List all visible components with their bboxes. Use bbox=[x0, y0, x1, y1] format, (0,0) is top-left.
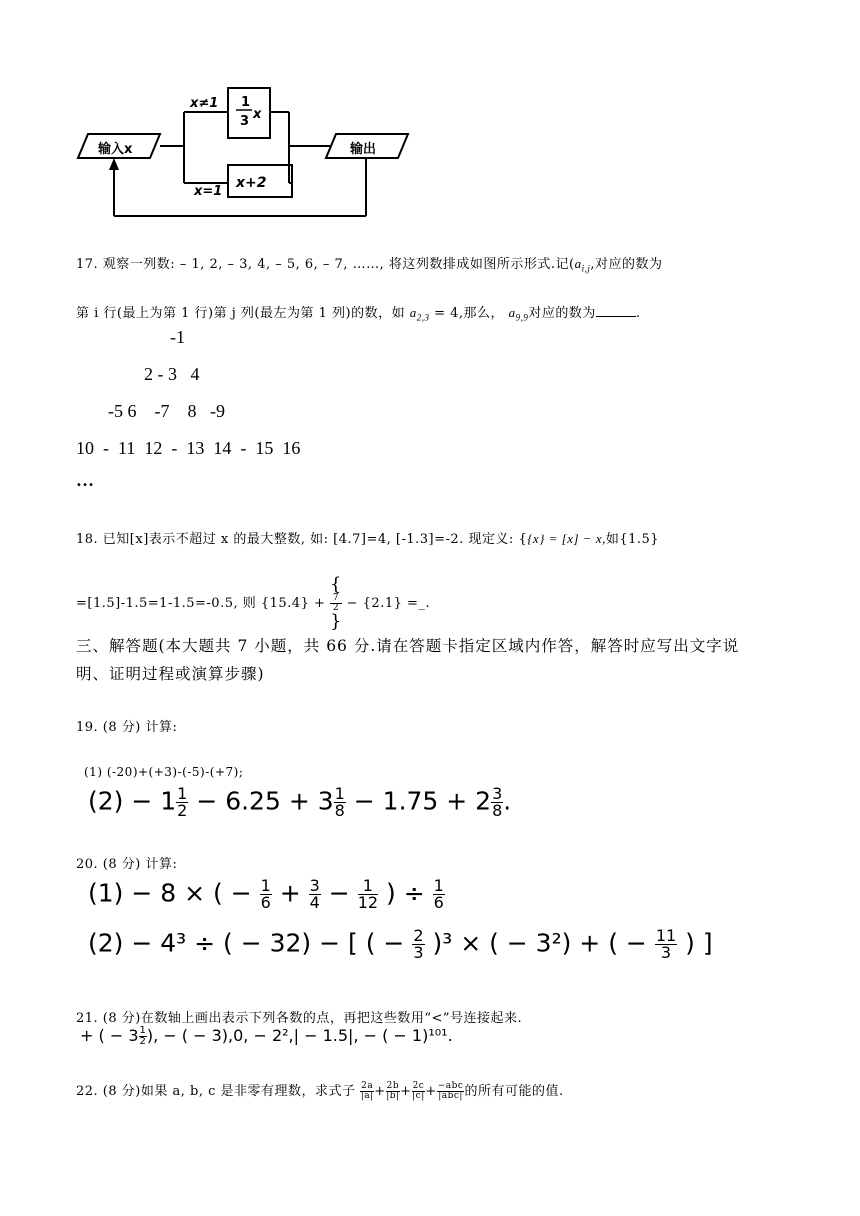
q18-line2: =[1.5]-1.5=1-1.5=-0.5, 则 {15.4} + { 7 2 } − {2.1} =_. bbox=[76, 574, 431, 632]
q21-math: + ( − 3 $\frac{1}{2}$ ), − ( − 3),0, − 2²,| − 1.5|, − ( − 1)¹⁰¹. bbox=[80, 1025, 453, 1047]
q17-example: $a_{2,3}$ bbox=[409, 305, 430, 323]
q19-header: 19. (8 分) 计算: bbox=[76, 720, 178, 735]
q22-line: 22. (8 分)如果 a, b, c 是非零有理数，求式子 $\frac{2a}{|a|}$ + $\frac{2b}{|b|}$ + $\frac{2c}{|c|}$ + $\frac{\text{−abc}}{\text{|abc|}}$ 的所有可能的值. bbox=[76, 1081, 564, 1101]
box-top-numerator: 1 bbox=[241, 95, 251, 110]
output-label: 输出 bbox=[350, 142, 377, 157]
q17-line2: 第 i 行(最上为第 1 行)第 j 列(最左为第 1 列)的数，如 $a_{2,3} = 4$,那么， $a_{9,9}$对应的数为 . bbox=[76, 305, 641, 323]
triangle-row-3: -5 6 -7 8 -9 bbox=[108, 401, 225, 421]
condition-bottom: x=1 bbox=[194, 184, 223, 199]
q19-part1: (1) (-20)+(+3)-(-5)-(+7); bbox=[84, 765, 244, 779]
triangle-row-2: 2 - 3 4 bbox=[144, 364, 200, 384]
input-label: 输入x bbox=[98, 142, 133, 157]
q18-fraction: { 7 2 } bbox=[330, 574, 342, 632]
flowchart-diagram bbox=[0, 0, 440, 225]
q20-part1: (1) − 8 × ( − $\frac{1}{6}$ + $\frac{3}{4}$ − $\frac{1}{12}$ ) ÷ $\frac{1}{6}$ bbox=[88, 876, 444, 912]
section3-heading: 三、解答题(本大题共 7 小题，共 66 分.请在答题卡指定区域内作答，解答时应写出文字说 bbox=[76, 637, 740, 655]
q17-target: $a_{9,9}$ bbox=[508, 305, 529, 323]
triangle-row-1: -1 bbox=[170, 327, 185, 347]
triangle-ellipsis: … bbox=[76, 470, 94, 490]
q17-line1: 17. 观察一列数: – 1, 2, – 3, 4, – 5, 6, – 7, ……, 将这列数排成如图所示形式.记($a_{i,j}$,对应的数为 bbox=[76, 256, 663, 274]
q20-part2: (2) − 4³ ÷ ( − 32) − [ ( − $\frac{2}{3}$ )³ × ( − 3²) + ( − $\frac{11}{3}$ ) ] bbox=[88, 926, 713, 962]
box-top-denominator: 3 bbox=[240, 114, 250, 129]
condition-top: x≠1 bbox=[190, 96, 219, 111]
box-bottom-text: x+2 bbox=[236, 175, 267, 191]
q18-line1: 18. 已知[x]表示不超过 x 的最大整数, 如: [4.7]=4, [-1.3]=-2. 现定义: {{x} = [x] − x,如{1.5} bbox=[76, 531, 660, 547]
q17-aij: $a_{i,j}$ bbox=[574, 256, 591, 274]
section3-heading-2: 明、证明过程或演算步骤) bbox=[76, 665, 265, 683]
box-top-variable: x bbox=[253, 107, 262, 122]
triangle-row-4: 10 - 11 12 - 13 14 - 15 16 bbox=[76, 438, 301, 458]
arrow-head-icon bbox=[109, 158, 119, 170]
q20-header: 20. (8 分) 计算: bbox=[76, 857, 178, 872]
q19-part2: (2) − 1 $\frac{1}{2}$ − 6.25 + 3 $\frac{1}{8}$ − 1.75 + 2 $\frac{3}{8}$ . bbox=[88, 784, 512, 820]
q21-line1: 21. (8 分)在数轴上画出表示下列各数的点，再把这些数用“<”号连接起来. bbox=[76, 1011, 523, 1026]
answer-blank bbox=[596, 304, 636, 317]
